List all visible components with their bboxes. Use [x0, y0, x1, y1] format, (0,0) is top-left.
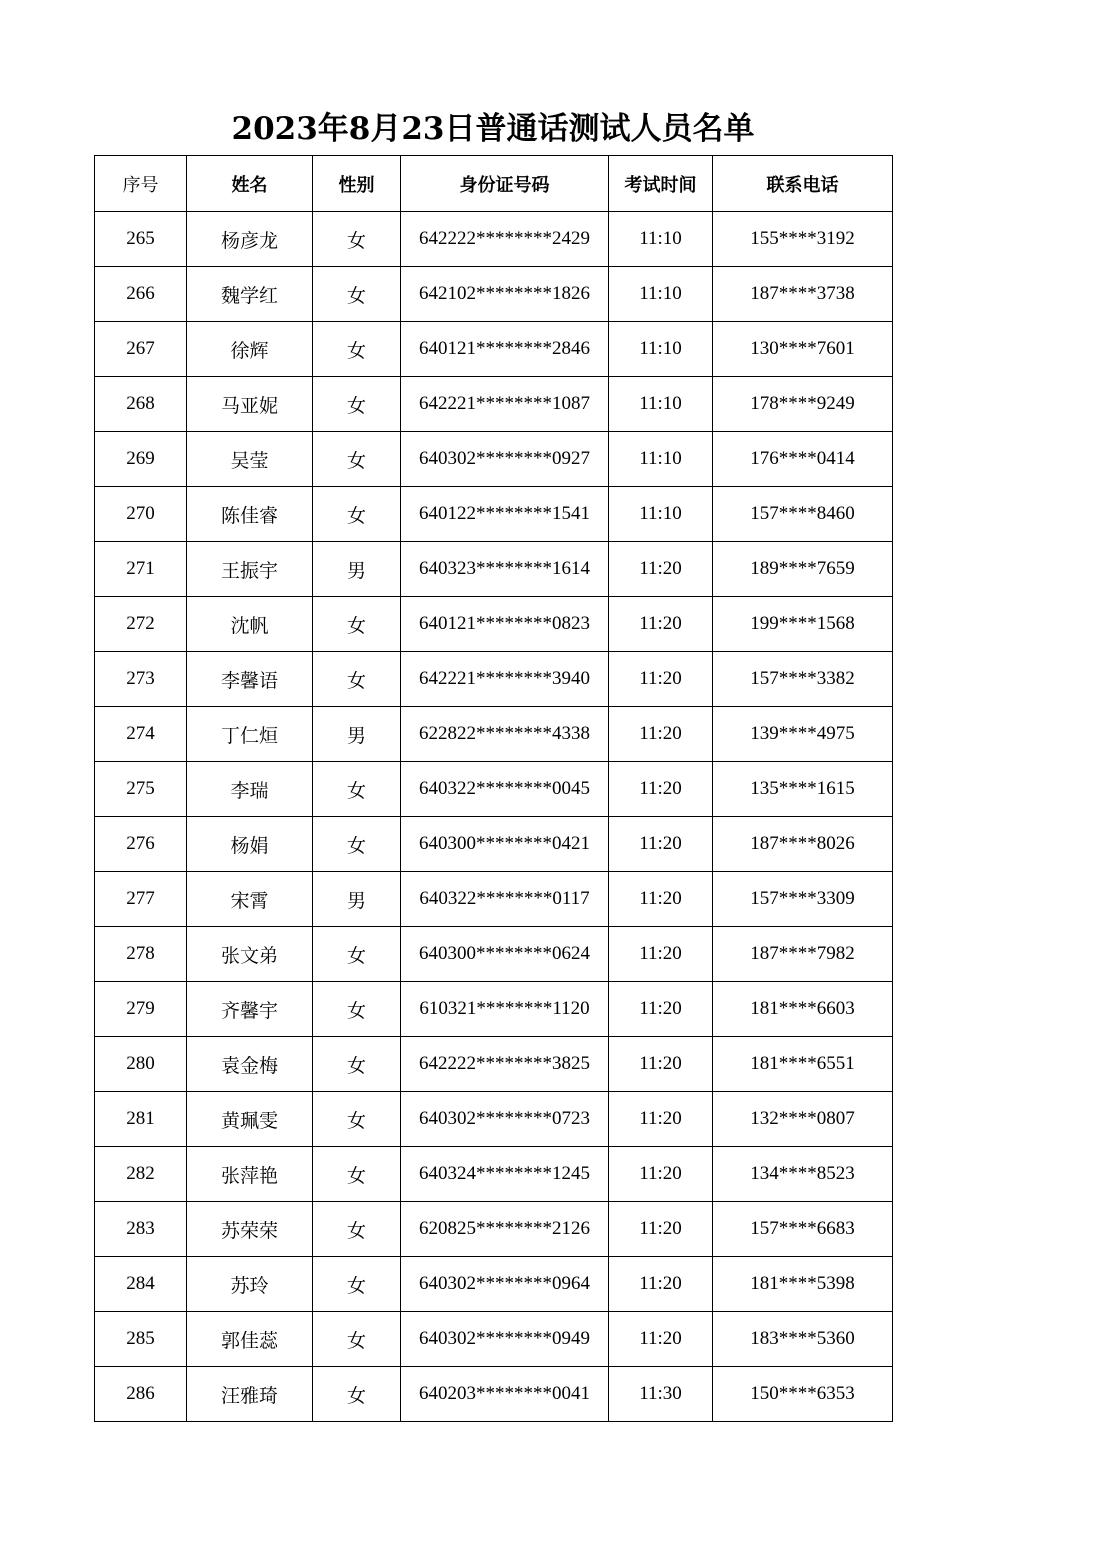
- cell-name: 沈帆: [187, 597, 313, 652]
- cell-id-number: 642222********3825: [401, 1037, 609, 1092]
- cell-id-number: 642221********3940: [401, 652, 609, 707]
- cell-exam-time: 11:20: [609, 597, 713, 652]
- cell-index: 269: [95, 432, 187, 487]
- cell-phone: 157****3309: [713, 872, 893, 927]
- cell-index: 285: [95, 1312, 187, 1367]
- table-row: [95, 927, 893, 982]
- cell-gender: 男: [313, 707, 401, 762]
- cell-exam-time: 11:10: [609, 212, 713, 267]
- cell-name: 苏玲: [187, 1257, 313, 1312]
- cell-gender: 男: [313, 872, 401, 927]
- cell-gender: 女: [313, 1202, 401, 1257]
- cell-phone: 157****8460: [713, 487, 893, 542]
- cell-name: 宋霄: [187, 872, 313, 927]
- cell-phone: 157****6683: [713, 1202, 893, 1257]
- cell-id-number: 640300********0624: [401, 927, 609, 982]
- cell-id-number: 610321********1120: [401, 982, 609, 1037]
- cell-phone: 155****3192: [713, 212, 893, 267]
- cell-id-number: 640322********0117: [401, 872, 609, 927]
- cell-phone: 135****1615: [713, 762, 893, 817]
- cell-exam-time: 11:20: [609, 762, 713, 817]
- cell-index: 268: [95, 377, 187, 432]
- cell-name: 王振宇: [187, 542, 313, 597]
- cell-index: 271: [95, 542, 187, 597]
- cell-gender: 女: [313, 1367, 401, 1422]
- cell-index: 281: [95, 1092, 187, 1147]
- cell-index: 273: [95, 652, 187, 707]
- table-row: [95, 1147, 893, 1202]
- cell-name: 魏学红: [187, 267, 313, 322]
- cell-exam-time: 11:20: [609, 707, 713, 762]
- cell-exam-time: 11:30: [609, 1367, 713, 1422]
- cell-index: 276: [95, 817, 187, 872]
- table-row: [95, 872, 893, 927]
- cell-gender: 女: [313, 377, 401, 432]
- cell-name: 汪雅琦: [187, 1367, 313, 1422]
- table-row: [95, 1202, 893, 1257]
- cell-index: 275: [95, 762, 187, 817]
- cell-exam-time: 11:20: [609, 1092, 713, 1147]
- cell-exam-time: 11:20: [609, 1037, 713, 1092]
- cell-index: 282: [95, 1147, 187, 1202]
- table-row: [95, 432, 893, 487]
- cell-phone: 134****8523: [713, 1147, 893, 1202]
- cell-name: 杨彦龙: [187, 212, 313, 267]
- table-row: [95, 212, 893, 267]
- cell-index: 272: [95, 597, 187, 652]
- cell-phone: 189****7659: [713, 542, 893, 597]
- cell-index: 284: [95, 1257, 187, 1312]
- cell-exam-time: 11:10: [609, 322, 713, 377]
- cell-index: 274: [95, 707, 187, 762]
- cell-id-number: 642221********1087: [401, 377, 609, 432]
- cell-exam-time: 11:20: [609, 1202, 713, 1257]
- cell-id-number: 640121********0823: [401, 597, 609, 652]
- cell-id-number: 642222********2429: [401, 212, 609, 267]
- table-row: [95, 542, 893, 597]
- page-title: 2023年8月23日普通话测试人员名单: [231, 111, 755, 147]
- table-row: [95, 377, 893, 432]
- cell-phone: 150****6353: [713, 1367, 893, 1422]
- cell-id-number: 640324********1245: [401, 1147, 609, 1202]
- cell-phone: 187****8026: [713, 817, 893, 872]
- header-exam-time: 考试时间: [609, 156, 713, 212]
- cell-exam-time: 11:20: [609, 1257, 713, 1312]
- table-row: [95, 1092, 893, 1147]
- cell-name: 张文弟: [187, 927, 313, 982]
- cell-name: 李瑞: [187, 762, 313, 817]
- table-row: [95, 982, 893, 1037]
- cell-gender: 女: [313, 597, 401, 652]
- cell-phone: 178****9249: [713, 377, 893, 432]
- cell-gender: 女: [313, 1312, 401, 1367]
- cell-exam-time: 11:10: [609, 432, 713, 487]
- cell-phone: 132****0807: [713, 1092, 893, 1147]
- cell-gender: 女: [313, 1147, 401, 1202]
- table-row: [95, 1367, 893, 1422]
- table-row: [95, 817, 893, 872]
- header-index: 序号: [95, 156, 187, 212]
- table-row: [95, 762, 893, 817]
- header-gender: 性别: [313, 156, 401, 212]
- cell-id-number: 640302********0723: [401, 1092, 609, 1147]
- cell-gender: 女: [313, 927, 401, 982]
- cell-name: 袁金梅: [187, 1037, 313, 1092]
- cell-exam-time: 11:10: [609, 377, 713, 432]
- cell-exam-time: 11:20: [609, 817, 713, 872]
- cell-id-number: 640203********0041: [401, 1367, 609, 1422]
- cell-name: 杨娟: [187, 817, 313, 872]
- cell-exam-time: 11:20: [609, 927, 713, 982]
- cell-id-number: 620825********2126: [401, 1202, 609, 1257]
- table-row: [95, 1037, 893, 1092]
- cell-phone: 176****0414: [713, 432, 893, 487]
- cell-gender: 女: [313, 1037, 401, 1092]
- cell-gender: 女: [313, 212, 401, 267]
- cell-name: 丁仁烜: [187, 707, 313, 762]
- cell-phone: 139****4975: [713, 707, 893, 762]
- cell-index: 283: [95, 1202, 187, 1257]
- cell-phone: 157****3382: [713, 652, 893, 707]
- cell-id-number: 640302********0927: [401, 432, 609, 487]
- cell-name: 陈佳睿: [187, 487, 313, 542]
- header-row: [95, 156, 893, 212]
- cell-index: 267: [95, 322, 187, 377]
- cell-exam-time: 11:20: [609, 1147, 713, 1202]
- cell-index: 270: [95, 487, 187, 542]
- cell-name: 苏荣荣: [187, 1202, 313, 1257]
- cell-gender: 女: [313, 817, 401, 872]
- table-row: [95, 707, 893, 762]
- cell-id-number: 642102********1826: [401, 267, 609, 322]
- cell-index: 265: [95, 212, 187, 267]
- table-row: [95, 267, 893, 322]
- table-row: [95, 652, 893, 707]
- cell-index: 280: [95, 1037, 187, 1092]
- cell-phone: 181****5398: [713, 1257, 893, 1312]
- table-row: [95, 487, 893, 542]
- cell-exam-time: 11:20: [609, 982, 713, 1037]
- table-row: [95, 597, 893, 652]
- cell-phone: 187****7982: [713, 927, 893, 982]
- cell-name: 吴莹: [187, 432, 313, 487]
- cell-name: 徐辉: [187, 322, 313, 377]
- cell-id-number: 640302********0964: [401, 1257, 609, 1312]
- cell-index: 266: [95, 267, 187, 322]
- cell-exam-time: 11:20: [609, 542, 713, 597]
- cell-gender: 女: [313, 322, 401, 377]
- cell-name: 郭佳蕊: [187, 1312, 313, 1367]
- cell-gender: 女: [313, 1257, 401, 1312]
- cell-name: 李馨语: [187, 652, 313, 707]
- cell-phone: 187****3738: [713, 267, 893, 322]
- header-name: 姓名: [187, 156, 313, 212]
- cell-id-number: 640322********0045: [401, 762, 609, 817]
- cell-gender: 女: [313, 432, 401, 487]
- cell-exam-time: 11:10: [609, 487, 713, 542]
- cell-id-number: 622822********4338: [401, 707, 609, 762]
- cell-exam-time: 11:20: [609, 1312, 713, 1367]
- cell-index: 278: [95, 927, 187, 982]
- cell-name: 黄珮雯: [187, 1092, 313, 1147]
- cell-id-number: 640323********1614: [401, 542, 609, 597]
- table-row: [95, 1312, 893, 1367]
- cell-gender: 女: [313, 1092, 401, 1147]
- cell-gender: 女: [313, 267, 401, 322]
- cell-name: 齐馨宇: [187, 982, 313, 1037]
- header-id-number: 身份证号码: [401, 156, 609, 212]
- cell-phone: 130****7601: [713, 322, 893, 377]
- cell-exam-time: 11:20: [609, 652, 713, 707]
- cell-gender: 男: [313, 542, 401, 597]
- cell-id-number: 640121********2846: [401, 322, 609, 377]
- cell-gender: 女: [313, 762, 401, 817]
- cell-phone: 183****5360: [713, 1312, 893, 1367]
- cell-gender: 女: [313, 487, 401, 542]
- cell-exam-time: 11:20: [609, 872, 713, 927]
- cell-name: 张萍艳: [187, 1147, 313, 1202]
- cell-index: 277: [95, 872, 187, 927]
- cell-name: 马亚妮: [187, 377, 313, 432]
- table-row: [95, 1257, 893, 1312]
- cell-exam-time: 11:10: [609, 267, 713, 322]
- roster-body: [95, 212, 893, 1422]
- cell-id-number: 640122********1541: [401, 487, 609, 542]
- cell-index: 279: [95, 982, 187, 1037]
- cell-gender: 女: [313, 652, 401, 707]
- cell-phone: 199****1568: [713, 597, 893, 652]
- cell-id-number: 640300********0421: [401, 817, 609, 872]
- cell-id-number: 640302********0949: [401, 1312, 609, 1367]
- roster-table: [94, 155, 893, 1422]
- cell-phone: 181****6551: [713, 1037, 893, 1092]
- cell-gender: 女: [313, 982, 401, 1037]
- header-phone: 联系电话: [713, 156, 893, 212]
- cell-index: 286: [95, 1367, 187, 1422]
- cell-phone: 181****6603: [713, 982, 893, 1037]
- table-row: [95, 322, 893, 377]
